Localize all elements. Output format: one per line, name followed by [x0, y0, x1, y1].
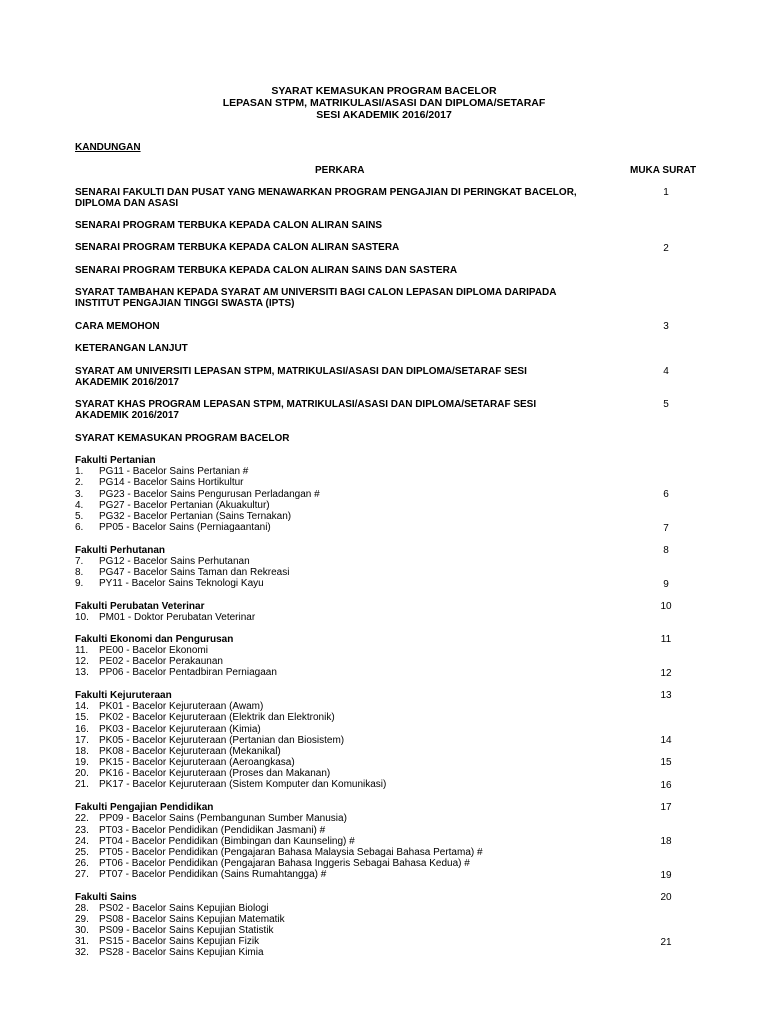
item-number: 24. — [75, 836, 89, 847]
item-text: PK08 - Bacelor Kejuruteraan (Mekanikal) — [99, 746, 281, 757]
item-number: 13. — [75, 667, 89, 678]
item-text: PK05 - Bacelor Kejuruteraan (Pertanian dan Biosistem) — [99, 735, 345, 746]
item-number: 16. — [75, 724, 89, 735]
item-text: PS28 - Bacelor Sains Kepujian Kimia — [99, 947, 264, 958]
list-item — [75, 511, 291, 523]
item-text: PK02 - Bacelor Kejuruteraan (Elektrik dan Elektronik) — [99, 712, 335, 723]
item-page-number: 21 — [660, 937, 672, 948]
item-text: PG47 - Bacelor Sains Taman dan Rekreasi — [99, 567, 290, 578]
list-item — [75, 578, 264, 590]
item-text: PT07 - Bacelor Pendidikan (Sains Rumahtangga) # — [99, 869, 327, 880]
item-text: PG12 - Bacelor Sains Perhutanan — [99, 556, 250, 567]
faculty-page-number: 8 — [663, 545, 669, 556]
list-item — [75, 735, 344, 747]
item-text: PK01 - Bacelor Kejuruteraan (Awam) — [99, 701, 264, 712]
faculty-page-number: 11 — [660, 634, 672, 645]
list-item — [75, 947, 264, 959]
item-text: PG11 - Bacelor Sains Pertanian # — [99, 466, 249, 477]
list-item — [75, 712, 335, 724]
faculty-heading: Fakulti Perhutanan — [75, 545, 166, 556]
list-item — [75, 836, 355, 848]
list-item — [75, 667, 277, 679]
list-item — [75, 825, 325, 837]
item-text: PK15 - Bacelor Kejuruteraan (Aeroangkasa) — [99, 757, 295, 768]
list-item — [75, 779, 386, 791]
item-number: 28. — [75, 903, 89, 914]
section-line: KETERANGAN LANJUT — [75, 343, 188, 354]
item-number: 9. — [75, 578, 84, 589]
item-page-number: 6 — [663, 489, 669, 500]
faculty-heading: Fakulti Pengajian Pendidikan — [75, 802, 214, 813]
item-number: 5. — [75, 511, 84, 522]
section-line: SYARAT KEMASUKAN PROGRAM BACELOR — [75, 433, 290, 444]
item-text: PM01 - Doktor Perubatan Veterinar — [99, 612, 256, 623]
item-text: PK03 - Bacelor Kejuruteraan (Kimia) — [99, 724, 261, 735]
faculty-heading: Fakulti Kejuruteraan — [75, 690, 172, 701]
list-item — [75, 757, 295, 769]
doc-title-line2: LEPASAN STPM, MATRIKULASI/ASASI DAN DIPLOMA/SETARAF — [222, 97, 546, 109]
section-line: SENARAI FAKULTI DAN PUSAT YANG MENAWARKAN PROGRAM PENGAJIAN DI PERINGKAT BACELOR, — [75, 187, 577, 198]
faculty-heading: Fakulti Pertanian — [75, 455, 156, 466]
item-number: 11. — [75, 645, 89, 656]
section-page-number: 3 — [663, 321, 669, 332]
item-number: 14. — [75, 701, 89, 712]
item-page-number: 12 — [660, 668, 672, 679]
item-number: 18. — [75, 746, 89, 757]
section-line: SENARAI PROGRAM TERBUKA KEPADA CALON ALIRAN SAINS — [75, 220, 383, 231]
list-item — [75, 466, 248, 478]
item-number: 10. — [75, 612, 89, 623]
item-text: PG14 - Bacelor Sains Hortikultur — [99, 477, 244, 488]
item-number: 30. — [75, 925, 89, 936]
item-number: 23. — [75, 825, 89, 836]
item-number: 6. — [75, 522, 84, 533]
item-text: PT04 - Bacelor Pendidikan (Bimbingan dan Kaunseling) # — [99, 836, 355, 847]
faculty-heading: Fakulti Ekonomi dan Pengurusan — [75, 634, 234, 645]
list-item — [75, 746, 281, 758]
item-page-number: 19 — [660, 870, 672, 881]
item-text: PP09 - Bacelor Sains (Pembangunan Sumber Manusia) — [99, 813, 347, 824]
item-number: 12. — [75, 656, 89, 667]
section-line: SYARAT KHAS PROGRAM LEPASAN STPM, MATRIKULASI/ASASI DAN DIPLOMA/SETARAF SESI — [75, 399, 537, 410]
item-number: 3. — [75, 489, 84, 500]
item-page-number: 14 — [660, 735, 672, 746]
list-item — [75, 477, 244, 489]
section-page-number: 1 — [663, 187, 669, 198]
item-text: PT03 - Bacelor Pendidikan (Pendidikan Jasmani) # — [99, 825, 326, 836]
item-text: PE02 - Bacelor Perakaunan — [99, 656, 223, 667]
list-item — [75, 567, 289, 579]
section-line: AKADEMIK 2016/2017 — [75, 377, 179, 388]
item-text: PT06 - Bacelor Pendidikan (Pengajaran Bahasa Inggeris Sebagai Bahasa Kedua) # — [99, 858, 470, 869]
item-text: PK16 - Bacelor Kejuruteraan (Proses dan Makanan) — [99, 768, 331, 779]
perkara-column-header: PERKARA — [315, 165, 365, 176]
list-item — [75, 903, 269, 915]
item-number: 27. — [75, 869, 89, 880]
section-page-number: 5 — [663, 399, 669, 410]
faculty-page-number: 10 — [660, 601, 672, 612]
item-number: 19. — [75, 757, 89, 768]
list-item — [75, 847, 483, 859]
list-item — [75, 925, 274, 937]
list-item — [75, 724, 261, 736]
item-number: 8. — [75, 567, 84, 578]
section-line: INSTITUT PENGAJIAN TINGGI SWASTA (IPTS) — [75, 298, 295, 309]
item-page-number: 15 — [660, 757, 672, 768]
list-item — [75, 813, 347, 825]
item-text: PK17 - Bacelor Kejuruteraan (Sistem Komputer dan Komunikasi) — [99, 779, 387, 790]
faculty-page-number: 20 — [660, 892, 672, 903]
list-item — [75, 701, 263, 713]
item-number: 21. — [75, 779, 89, 790]
muka-surat-column-header: MUKA SURAT — [630, 165, 697, 176]
item-page-number: 9 — [663, 579, 669, 590]
section-line: AKADEMIK 2016/2017 — [75, 410, 179, 421]
item-number: 26. — [75, 858, 89, 869]
faculty-page-number: 17 — [660, 802, 672, 813]
list-item — [75, 914, 285, 926]
item-number: 20. — [75, 768, 89, 779]
item-number: 1. — [75, 466, 84, 477]
item-text: PY11 - Bacelor Sains Teknologi Kayu — [99, 578, 264, 589]
list-item — [75, 612, 255, 624]
list-item — [75, 522, 271, 534]
item-text: PP05 - Bacelor Sains (Perniagaantani) — [99, 522, 271, 533]
list-item — [75, 489, 320, 501]
item-text: PE00 - Bacelor Ekonomi — [99, 645, 208, 656]
item-number: 7. — [75, 556, 84, 567]
item-text: PT05 - Bacelor Pendidikan (Pengajaran Bahasa Malaysia Sebagai Bahasa Pertama) # — [99, 847, 483, 858]
item-number: 15. — [75, 712, 89, 723]
item-page-number: 7 — [663, 523, 669, 534]
list-item — [75, 656, 223, 668]
section-line: SYARAT AM UNIVERSITI LEPASAN STPM, MATRIKULASI/ASASI DAN DIPLOMA/SETARAF SESI — [75, 366, 527, 377]
list-item — [75, 768, 330, 780]
faculty-heading: Fakulti Perubatan Veterinar — [75, 601, 205, 612]
section-page-number: 4 — [663, 366, 669, 377]
item-number: 31. — [75, 936, 89, 947]
item-text: PP06 - Bacelor Pentadbiran Perniagaan — [99, 667, 277, 678]
item-page-number: 18 — [660, 836, 672, 847]
list-item — [75, 869, 326, 881]
item-number: 2. — [75, 477, 84, 488]
list-item — [75, 858, 470, 870]
item-number: 29. — [75, 914, 89, 925]
list-item — [75, 645, 208, 657]
item-text: PG32 - Bacelor Pertanian (Sains Ternakan) — [99, 511, 292, 522]
item-number: 22. — [75, 813, 89, 824]
item-number: 25. — [75, 847, 89, 858]
item-page-number: 16 — [660, 780, 672, 791]
kandungan-heading: KANDUNGAN — [75, 142, 141, 153]
doc-title-line3: SESI AKADEMIK 2016/2017 — [316, 109, 452, 121]
item-text: PS15 - Bacelor Sains Kepujian Fizik — [99, 936, 260, 947]
faculty-heading: Fakulti Sains — [75, 892, 137, 903]
section-line: DIPLOMA DAN ASASI — [75, 198, 179, 209]
section-line: SYARAT TAMBAHAN KEPADA SYARAT AM UNIVERSITI BAGI CALON LEPASAN DIPLOMA DARIPADA — [75, 287, 557, 298]
item-text: PG23 - Bacelor Sains Pengurusan Perladangan # — [99, 489, 320, 500]
item-number: 17. — [75, 735, 89, 746]
faculty-page-number: 13 — [660, 690, 672, 701]
list-item — [75, 556, 250, 568]
section-line: CARA MEMOHON — [75, 321, 160, 332]
section-line: SENARAI PROGRAM TERBUKA KEPADA CALON ALIRAN SASTERA — [75, 242, 400, 253]
section-page-number: 2 — [663, 243, 669, 254]
item-text: PS08 - Bacelor Sains Kepujian Matematik — [99, 914, 285, 925]
list-item — [75, 936, 259, 948]
item-text: PG27 - Bacelor Pertanian (Akuakultur) — [99, 500, 270, 511]
item-text: PS02 - Bacelor Sains Kepujian Biologi — [99, 903, 269, 914]
section-line: SENARAI PROGRAM TERBUKA KEPADA CALON ALIRAN SAINS DAN SASTERA — [75, 265, 458, 276]
doc-title-line1: SYARAT KEMASUKAN PROGRAM BACELOR — [271, 85, 497, 97]
item-number: 32. — [75, 947, 89, 958]
item-number: 4. — [75, 500, 84, 511]
list-item — [75, 500, 270, 512]
item-text: PS09 - Bacelor Sains Kepujian Statistik — [99, 925, 274, 936]
